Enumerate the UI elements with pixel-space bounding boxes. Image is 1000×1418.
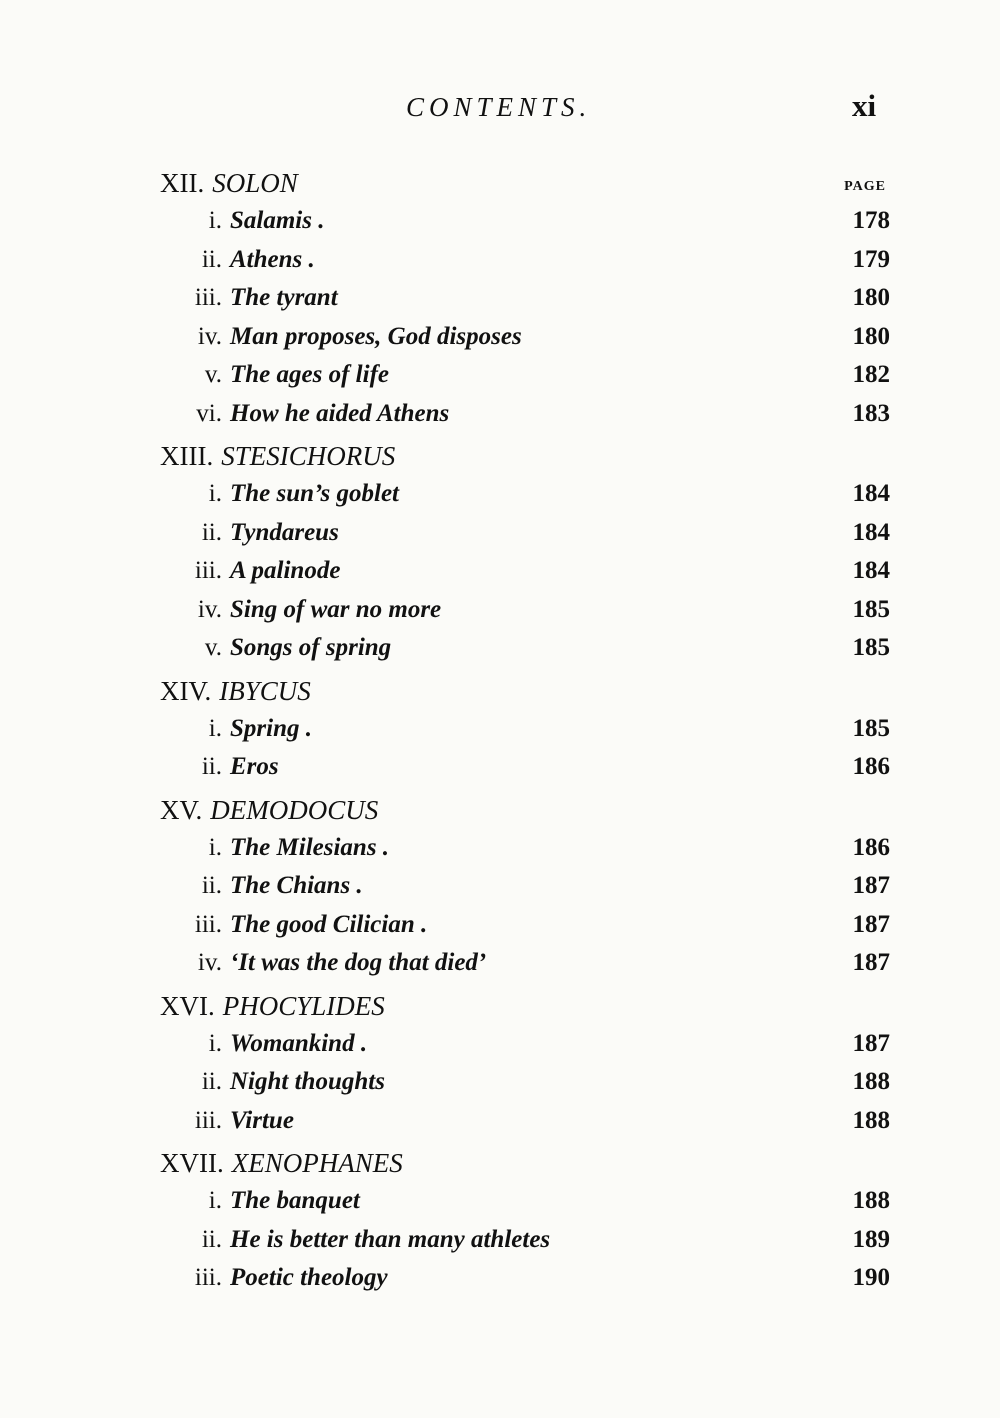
entry-page-number: 185 <box>852 634 890 661</box>
toc-section <box>160 987 890 1141</box>
section-numeral: XIII. <box>160 441 214 471</box>
section-author-name: STESICHORUS <box>221 441 396 471</box>
entry-numeral: vi. <box>196 399 222 427</box>
section-heading <box>160 1144 890 1182</box>
section-numeral: XVI. <box>160 990 215 1021</box>
entry-title: A palinode <box>230 557 341 584</box>
entry-numeral: iii. <box>194 1106 222 1134</box>
entry-numeral: ii. <box>201 872 222 899</box>
toc-entry <box>160 356 890 395</box>
entry-page-number: 180 <box>852 284 890 311</box>
entry-title: Sing of war no more <box>230 595 442 623</box>
toc-entry <box>160 395 890 434</box>
entry-title: Night thoughts <box>230 1068 385 1095</box>
entry-title: Tyndareus <box>230 518 339 546</box>
entry-numeral: i. <box>208 714 222 742</box>
entry-title: Athens . <box>230 245 315 273</box>
section-heading <box>160 791 890 829</box>
toc-entry <box>160 1259 890 1298</box>
toc-section <box>160 791 890 983</box>
entry-title: Salamis . <box>230 207 325 234</box>
section-numeral: XIV. <box>160 675 212 706</box>
section-numeral: XVII. <box>160 1148 224 1178</box>
entry-title: The good Cilician . <box>230 910 428 938</box>
entry-page-number: 187 <box>852 910 890 938</box>
section-heading <box>160 987 890 1025</box>
toc-section <box>160 1144 890 1298</box>
entry-numeral: i. <box>208 207 222 234</box>
entry-page-number: 187 <box>852 949 890 976</box>
entry-numeral: i. <box>208 480 222 507</box>
toc-entry <box>160 1182 890 1221</box>
entry-title: Man proposes, God disposes <box>230 322 522 350</box>
toc-section <box>160 437 890 668</box>
toc-section <box>160 164 890 433</box>
entry-page-number: 188 <box>852 1106 890 1134</box>
toc-entry <box>160 906 890 945</box>
entry-numeral: i. <box>208 1029 222 1057</box>
toc-section <box>160 672 890 787</box>
toc-entry <box>160 748 890 787</box>
entry-title: Poetic theology <box>230 1264 388 1291</box>
running-title: CONTENTS. <box>406 92 592 122</box>
entry-title: The sun’s goblet <box>230 480 399 507</box>
entry-page-number: 178 <box>852 207 890 234</box>
entry-page-number: 184 <box>852 518 890 546</box>
entry-page-number: 190 <box>852 1264 890 1291</box>
section-author-name: XENOPHANES <box>231 1148 403 1178</box>
entry-title: The banquet <box>230 1187 360 1214</box>
toc-entry <box>160 202 890 241</box>
toc-entry <box>160 1025 890 1064</box>
page-column-label: PAGE <box>844 179 886 194</box>
toc-entry <box>160 475 890 514</box>
entry-page-number: 189 <box>852 1225 890 1253</box>
entry-page-number: 179 <box>852 245 890 273</box>
section-numeral: XV. <box>160 794 203 825</box>
section-heading <box>160 164 890 202</box>
entry-page-number: 184 <box>852 557 890 584</box>
entry-numeral: iii. <box>194 557 222 584</box>
entry-numeral: i. <box>208 833 222 861</box>
section-heading <box>160 672 890 710</box>
entry-numeral: ii. <box>201 753 222 780</box>
entry-numeral: iii. <box>194 910 222 938</box>
entry-title: ‘It was the dog that died’ <box>230 949 487 976</box>
page-number: xi <box>852 88 877 123</box>
entry-title: He is better than many athletes <box>230 1225 551 1253</box>
toc-entry <box>160 944 890 983</box>
section-heading <box>160 437 890 475</box>
entry-page-number: 183 <box>852 399 890 427</box>
entry-numeral: iii. <box>194 284 222 311</box>
toc-entry <box>160 710 890 749</box>
toc-entry <box>160 318 890 357</box>
entry-numeral: iii. <box>194 1264 222 1291</box>
toc-entry <box>160 1102 890 1141</box>
section-author-name: DEMODOCUS <box>210 794 379 825</box>
entry-numeral: iv. <box>197 322 222 350</box>
entry-page-number: 180 <box>852 322 890 350</box>
entry-page-number: 188 <box>852 1187 890 1214</box>
entry-page-number: 187 <box>852 1029 890 1057</box>
toc-entry <box>160 867 890 906</box>
toc-entry <box>160 1063 890 1102</box>
entry-numeral: iv. <box>197 595 222 623</box>
section-author-name: IBYCUS <box>219 675 311 706</box>
toc-entry <box>160 1221 890 1260</box>
entry-page-number: 185 <box>852 714 890 742</box>
entry-title: The ages of life <box>230 361 389 388</box>
toc-entry <box>160 591 890 630</box>
entry-numeral: ii. <box>201 518 222 546</box>
entry-title: Spring . <box>230 714 312 742</box>
toc-entry <box>160 829 890 868</box>
entry-numeral: iv. <box>197 949 222 976</box>
toc-entry <box>160 514 890 553</box>
entry-numeral: ii. <box>201 1068 222 1095</box>
entry-page-number: 186 <box>852 753 890 780</box>
entry-title: Womankind . <box>230 1029 368 1057</box>
toc-entry <box>160 241 890 280</box>
entry-numeral: i. <box>208 1187 222 1214</box>
entry-page-number: 188 <box>852 1068 890 1095</box>
entry-title: The Chians . <box>230 872 363 899</box>
table-of-contents <box>160 164 890 1298</box>
page-header <box>0 88 1000 132</box>
entry-page-number: 186 <box>852 833 890 861</box>
entry-numeral: ii. <box>201 1225 222 1253</box>
toc-entry <box>160 552 890 591</box>
section-numeral: XII. <box>160 168 205 198</box>
entry-page-number: 182 <box>852 361 890 388</box>
section-author-name: PHOCYLIDES <box>222 990 385 1021</box>
entry-title: Songs of spring <box>230 634 392 661</box>
entry-page-number: 185 <box>852 595 890 623</box>
entry-title: How he aided Athens <box>230 399 450 427</box>
toc-entry <box>160 279 890 318</box>
entry-title: The tyrant <box>230 284 338 311</box>
entry-numeral: v. <box>204 634 222 661</box>
section-author-name: SOLON <box>212 168 298 198</box>
entry-numeral: ii. <box>201 245 222 273</box>
entry-page-number: 184 <box>852 480 890 507</box>
entry-page-number: 187 <box>852 872 890 899</box>
entry-title: Virtue <box>230 1106 294 1134</box>
entry-numeral: v. <box>204 361 222 388</box>
entry-title: Eros <box>230 753 279 780</box>
entry-title: The Milesians . <box>230 833 390 861</box>
toc-entry <box>160 629 890 668</box>
